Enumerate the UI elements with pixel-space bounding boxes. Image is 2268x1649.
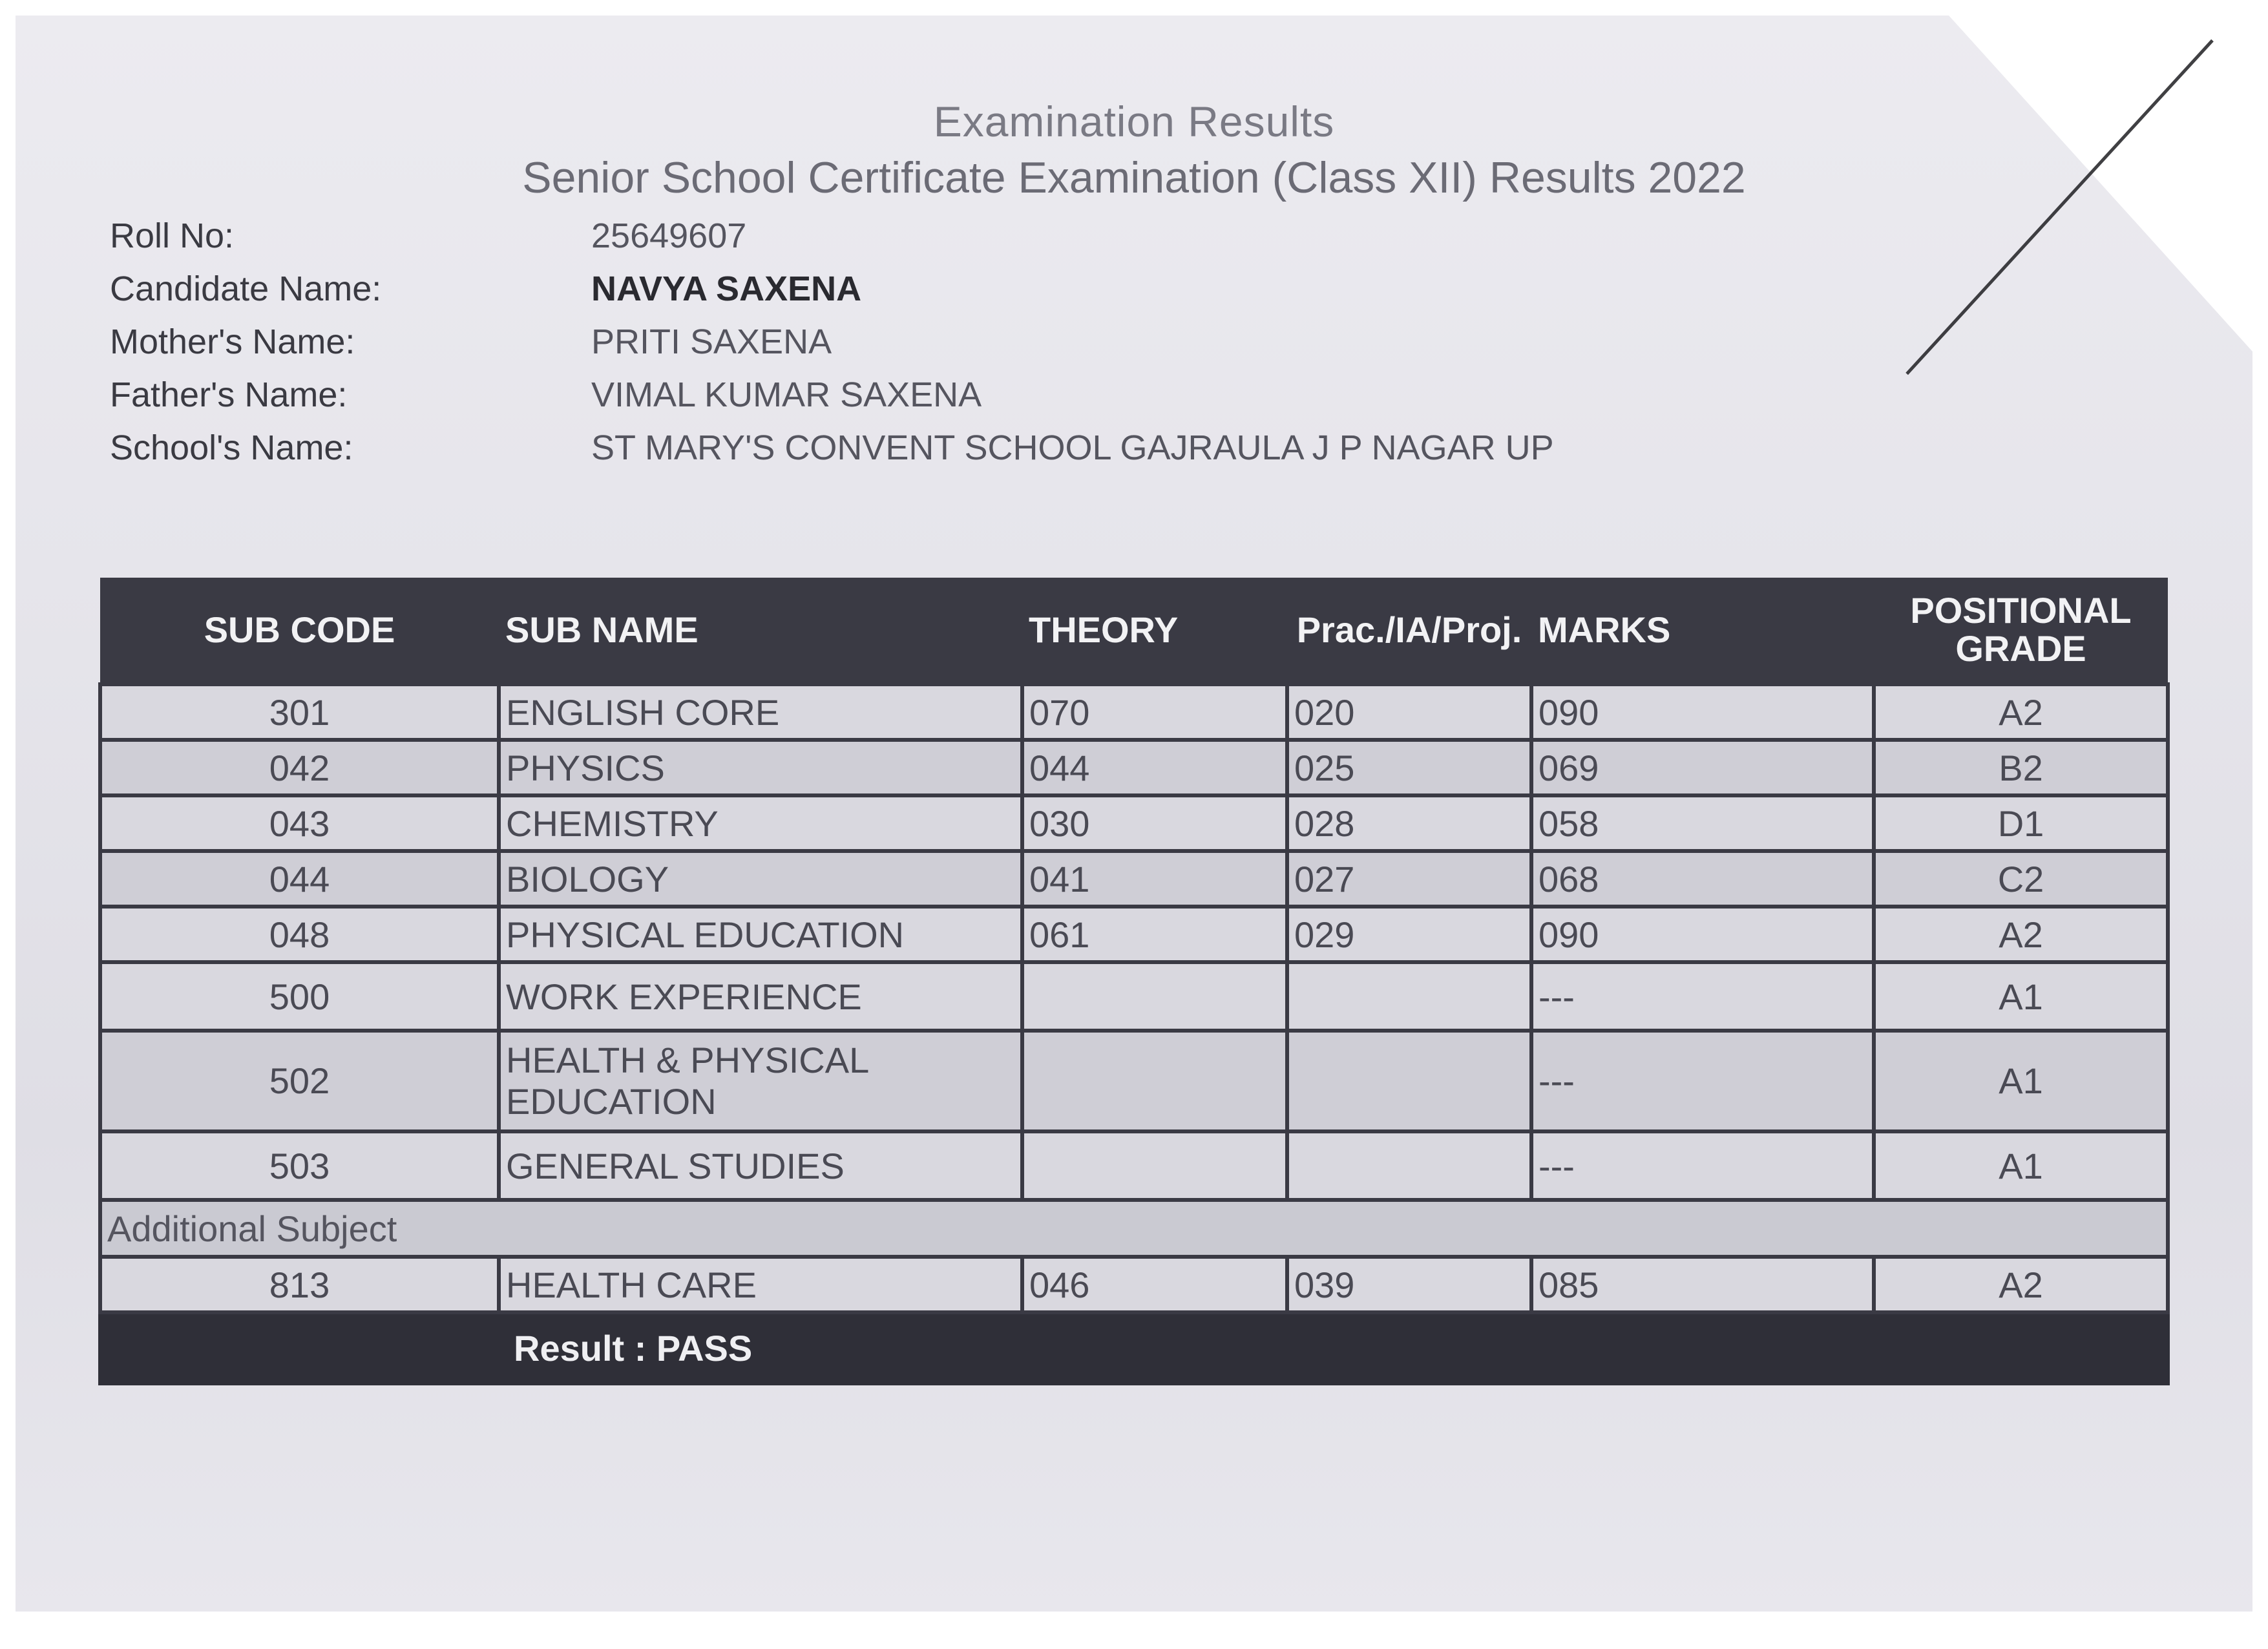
header-grade-line2: GRADE: [1955, 628, 2086, 669]
grade-cell: A2: [1874, 684, 2168, 740]
marks-cell: 085: [1531, 1257, 1874, 1312]
practical-cell: 029: [1287, 907, 1531, 962]
roll-no-label: Roll No:: [110, 216, 235, 255]
result-label: Result :: [514, 1327, 647, 1369]
marks-cell: ---: [1531, 962, 1874, 1031]
mother-name-label: Mother's Name:: [110, 322, 355, 361]
mother-name-row: [110, 315, 1554, 368]
header-sub-code: SUB CODE: [100, 578, 499, 684]
grade-cell: A1: [1874, 1031, 2168, 1131]
practical-cell: [1287, 1131, 1531, 1200]
theory-cell: 046: [1022, 1257, 1287, 1312]
header-grade-line1: POSITIONAL: [1910, 590, 2132, 631]
practical-cell: [1287, 962, 1531, 1031]
table-row: [100, 1031, 2168, 1131]
sub-name-line1: HEALTH & PHYSICAL: [506, 1039, 870, 1080]
marks-cell: 058: [1531, 795, 1874, 851]
theory-cell: 030: [1022, 795, 1287, 851]
sub-name-cell: [499, 1031, 1022, 1131]
sub-code-cell: 042: [100, 740, 499, 795]
table-header-row: [100, 578, 2168, 684]
result-value: PASS: [656, 1327, 753, 1369]
additional-subject-row: [100, 1200, 2168, 1257]
theory-cell: [1022, 962, 1287, 1031]
theory-cell: [1022, 1131, 1287, 1200]
sub-code-cell: 044: [100, 851, 499, 907]
footer-spacer: [100, 1312, 499, 1383]
sub-code-cell: 301: [100, 684, 499, 740]
school-name-row: [110, 421, 1554, 474]
marks-cell: 069: [1531, 740, 1874, 795]
mother-name-value: PRITI SAXENA: [591, 322, 832, 361]
father-name-value: VIMAL KUMAR SAXENA: [591, 375, 982, 414]
sub-name-cell: WORK EXPERIENCE: [499, 962, 1022, 1031]
theory-cell: 070: [1022, 684, 1287, 740]
father-name-row: [110, 368, 1554, 421]
marks-cell: 090: [1531, 684, 1874, 740]
sub-name-cell: CHEMISTRY: [499, 795, 1022, 851]
sub-name-cell: GENERAL STUDIES: [499, 1131, 1022, 1200]
grade-cell: B2: [1874, 740, 2168, 795]
roll-no-row: [110, 209, 1554, 262]
table-row: [100, 1257, 2168, 1312]
sub-name-line2: EDUCATION: [506, 1081, 717, 1122]
theory-cell: 044: [1022, 740, 1287, 795]
roll-no-value: 25649607: [591, 216, 747, 255]
theory-cell: [1022, 1031, 1287, 1131]
candidate-name-value: NAVYA SAXENA: [591, 269, 862, 308]
practical-cell: 039: [1287, 1257, 1531, 1312]
table-row: [100, 740, 2168, 795]
practical-cell: 025: [1287, 740, 1531, 795]
sub-code-cell: 813: [100, 1257, 499, 1312]
table-row: [100, 795, 2168, 851]
grade-cell: A1: [1874, 962, 2168, 1031]
sub-name-cell: ENGLISH CORE: [499, 684, 1022, 740]
theory-cell: 041: [1022, 851, 1287, 907]
candidate-name-label: Candidate Name:: [110, 269, 382, 308]
father-name-label: Father's Name:: [110, 375, 348, 414]
marks-table: [98, 578, 2170, 1385]
grade-cell: D1: [1874, 795, 2168, 851]
header-marks: MARKS: [1531, 578, 1874, 684]
sub-name-cell: BIOLOGY: [499, 851, 1022, 907]
grade-cell: A1: [1874, 1131, 2168, 1200]
sub-name-cell: PHYSICS: [499, 740, 1022, 795]
grade-cell: C2: [1874, 851, 2168, 907]
sub-code-cell: 048: [100, 907, 499, 962]
page-title: Examination Results: [933, 98, 1335, 145]
header-sub-name: SUB NAME: [499, 578, 1022, 684]
header-grade: [1874, 578, 2168, 684]
practical-cell: 020: [1287, 684, 1531, 740]
sub-code-cell: 502: [100, 1031, 499, 1131]
grade-cell: A2: [1874, 907, 2168, 962]
table-row: [100, 851, 2168, 907]
theory-cell: 061: [1022, 907, 1287, 962]
marks-cell: 090: [1531, 907, 1874, 962]
table-row: [100, 962, 2168, 1031]
candidate-info: [110, 209, 1554, 474]
additional-subject-label: Additional Subject: [100, 1200, 2168, 1257]
candidate-name-row: [110, 262, 1554, 315]
sub-code-cell: 503: [100, 1131, 499, 1200]
header-theory: THEORY: [1022, 578, 1287, 684]
school-name-value: ST MARY'S CONVENT SCHOOL GAJRAULA J P NAGAR UP: [591, 428, 1554, 467]
marks-cell: 068: [1531, 851, 1874, 907]
header-practical: Prac./IA/Proj.: [1287, 578, 1531, 684]
table-row: [100, 684, 2168, 740]
result-cell: [499, 1312, 2168, 1383]
sub-name-cell: PHYSICAL EDUCATION: [499, 907, 1022, 962]
sub-name-cell: HEALTH CARE: [499, 1257, 1022, 1312]
practical-cell: 027: [1287, 851, 1531, 907]
marks-cell: ---: [1531, 1131, 1874, 1200]
practical-cell: 028: [1287, 795, 1531, 851]
practical-cell: [1287, 1031, 1531, 1131]
page-subtitle: Senior School Certificate Examination (Class XII) Results 2022: [522, 153, 1746, 202]
sub-code-cell: 043: [100, 795, 499, 851]
sub-code-cell: 500: [100, 962, 499, 1031]
marks-cell: ---: [1531, 1031, 1874, 1131]
table-row: [100, 907, 2168, 962]
result-footer-row: [100, 1312, 2168, 1383]
table-row: [100, 1131, 2168, 1200]
school-name-label: School's Name:: [110, 428, 353, 467]
grade-cell: A2: [1874, 1257, 2168, 1312]
